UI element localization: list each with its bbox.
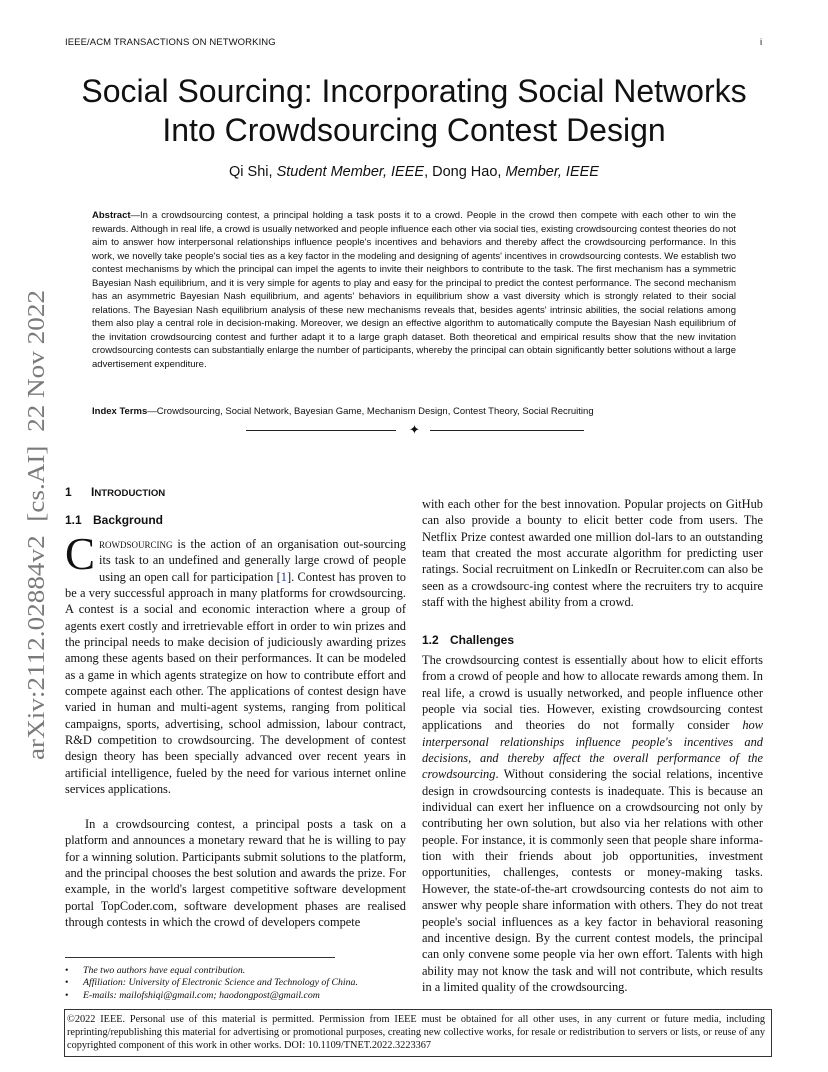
index-terms-label: Index Terms <box>92 406 148 417</box>
paragraph-text-a: is the action of an organisation out-sourcing its task to an undefined and generally large crowd of people using an open call for participation [ <box>99 537 406 584</box>
subsection-heading-background <box>65 513 163 527</box>
paragraph-challenges <box>422 652 763 995</box>
footnote-text: The two authors have equal contribution. <box>83 965 246 976</box>
paper-title <box>60 72 768 150</box>
paragraph-text-a: The crowdsourcing contest is essentially about how to elicit efforts from a crowd of people and how to allocate rewards among them. In real life, a crowd is usually networked, and people influence other people via social ties. However, existing crowdsourcing contest applications and theories do not formally consider <box>422 653 763 733</box>
subsection-heading-challenges <box>422 633 514 647</box>
emphasized-text: how interpersonal relationships influence people's incentives and decisions, and thereby affect the overall performance of the crowdsourcing <box>422 718 763 782</box>
subsection-title: Background <box>93 513 164 527</box>
bullet-icon: • <box>65 977 69 989</box>
paragraph-background <box>65 529 406 798</box>
index-terms <box>92 405 736 418</box>
footnote-item <box>65 977 410 989</box>
footnotes <box>65 965 410 1002</box>
abstract <box>92 209 736 372</box>
paragraph-text-b: . Without considering the social relations, incentive design in crowdsourcing contests is inadequate. This is because an individual can exert her influence on a crowdsourcing not only by contributing her own solution, but also via her relations with other people. For instance, it is commonly seen that people share informa-tion with their friends about job opportunities, investment opportunities, challenges, contests or money-making tasks. However, the state-of-the-art crowdsourcing contests do not aim to answer why people share information with others. They do not treat people's social influences as a key factor in behavioral reasoning and incentive design. By the current contest models, the principal can only convene some people via her own effort. Talents with high ability may not know the task and will not contribute, which results in a limited quality of the crowdsourcing. <box>422 767 763 994</box>
index-terms-text: —Crowdsourcing, Social Network, Bayesian Game, Mechanism Design, Contest Theory, Social Recruiting <box>147 406 594 417</box>
drop-cap: C <box>65 529 96 579</box>
title-line-1: Social Sourcing: Incorporating Social Networks <box>81 73 747 109</box>
abstract-text: —In a crowdsourcing contest, a principal holding a task posts it to a crowd. People in the crowd then compete with each other to win the rewards. Although in real life, a crowd is usually networked and people influence each other via social ties, existing crowdsourcing contest theories do not aim to answer how interpersonal relationships influence people's incentives and behaviors and thereby affect the crowdsourcing performance. In this work, we novelly take people's social ties as a key factor in the modeling and designing of agents' incentives in crowdsourcing contests. We establish two contest mechanisms by which the principal can impel the agents to invite their neighbors to contribute to the task. The first mechanism has a symmetric Bayesian Nash equilibrium, and it is very simple for agents to play and easy for the principal to predict the contest performance. The second mechanism has an asymmetric Bayesian Nash equilibrium, and agents' behaviors in equilibrium show a vast diversity which is strongly related to their social relations. The Bayesian Nash equilibrium analysis of these new mechanisms reveals that, besides agents' intrinsic abilities, the social relations among them also play a central role in decision-making. Moreover, we design an effective algorithm to automatically compute the Bayesian Nash equilibrium of the invitation crowdsourcing contest and further adapt it to a large graph dataset. Both theoretical and empirical results show that the new invitation crowdsourcing contests can substantially enlarge the number of participants, whereby the principal can obtain significantly better solutions without a large advertisement expenditure. <box>92 210 736 371</box>
subsection-number: 1.2 <box>422 633 439 647</box>
footnote-text: Affiliation: University of Electronic Science and Technology of China. <box>83 977 358 989</box>
bullet-icon: • <box>65 989 69 1001</box>
subsection-number: 1.1 <box>65 513 82 527</box>
arxiv-stamp-text: arXiv:2112.02884v2 [cs.AI] 22 Nov 2022 <box>24 344 50 760</box>
arxiv-stamp[interactable] <box>22 290 52 760</box>
section-heading-introduction <box>65 485 165 499</box>
divider-rule-left <box>246 430 396 431</box>
title-line-2: Into Crowdsourcing Contest Design <box>162 112 666 148</box>
footnote-rule <box>65 957 335 958</box>
author-2-role: Member, IEEE <box>505 164 599 180</box>
footnote-item <box>65 965 410 977</box>
citation-link[interactable]: 1 <box>280 569 287 584</box>
paragraph-continuation: with each other for the best innovation. Popular projects on GitHub can also provide a bounty to elicit better code from users. The Netflix Prize contest awarded one million dol-lars to an outstanding team that created the most accurate algorithm for predicting user ratings. Social recruitment on LinkedIn or Recruiter.com can also be seen as a crowdsourc-ing contest where the recruiters try to acquire staff with the highest ability from a crowd. <box>422 497 763 610</box>
paragraph-text-b: ]. Contest has proven to be a very successful approach in many platforms for crowdsourcing. A contest is a social and economic interaction where a group of agents exert costly and irretrievable effort in order to win prizes and the principal needs to make decision of judiciously awarding prizes among these agents based on their performances. It can be modeled as a game in which agents strategize on how to contribute effort and compete against each other. The applications of contest design have varied in human and multi-agent systems, ranging from political campaigns, sports, advertising, school admission, labour contract, R&D competition to crowdsourcing. The development of contest design theory has been specially advanced over recent years in artificial intelligence, fueled by the need for various internet online services applications. <box>65 569 406 797</box>
author-1-name: Qi Shi, <box>229 164 277 180</box>
paragraph-platform: In a crowdsourcing contest, a principal posts a task on a platform and announces a monetary reward that he is willing to pay for a winning solution. Participants submit solutions to the platform, and the principal chooses the best solution and awards the prize. For example, in the world's largest competitive software development portal TopCoder.com, software development phases are realised through contests in which the crowd of developers compete <box>65 817 406 930</box>
author-separator: , Dong Hao, <box>424 164 506 180</box>
footnote-text: E-mails: mailofshiqi@gmail.com; haodongpost@gmail.com <box>83 989 320 1001</box>
author-1-role: Student Member, IEEE <box>276 164 425 180</box>
page-number: i <box>760 37 763 48</box>
footnote-item <box>65 990 410 1002</box>
abstract-label: Abstract <box>92 210 131 221</box>
section-title-initial: I <box>91 485 95 499</box>
diamond-icon: ✦ <box>409 422 420 437</box>
divider-rule-right <box>430 430 584 431</box>
bullet-icon: • <box>65 965 69 976</box>
subsection-title: Challenges <box>450 633 515 647</box>
section-title-rest: NTRODUCTION <box>94 488 166 499</box>
section-number: 1 <box>65 485 72 499</box>
copyright-notice: ©2022 IEEE. Personal use of this material is permitted. Permission from IEEE must be obtained for all other uses, in any current or future media, including reprinting/republishing this material for advertising or promotional purposes, creating new collective works, for resale or redistribution to servers or lists, or reuse of any copyrighted component of this work in other works. DOI: 10.1109/TNET.2022.3223367 <box>64 1009 772 1057</box>
running-head: IEEE/ACM TRANSACTIONS ON NETWORKING <box>65 37 276 48</box>
section-divider <box>246 422 584 437</box>
author-line <box>60 164 768 180</box>
smallcaps-lead: rowdsourcing <box>99 537 173 551</box>
